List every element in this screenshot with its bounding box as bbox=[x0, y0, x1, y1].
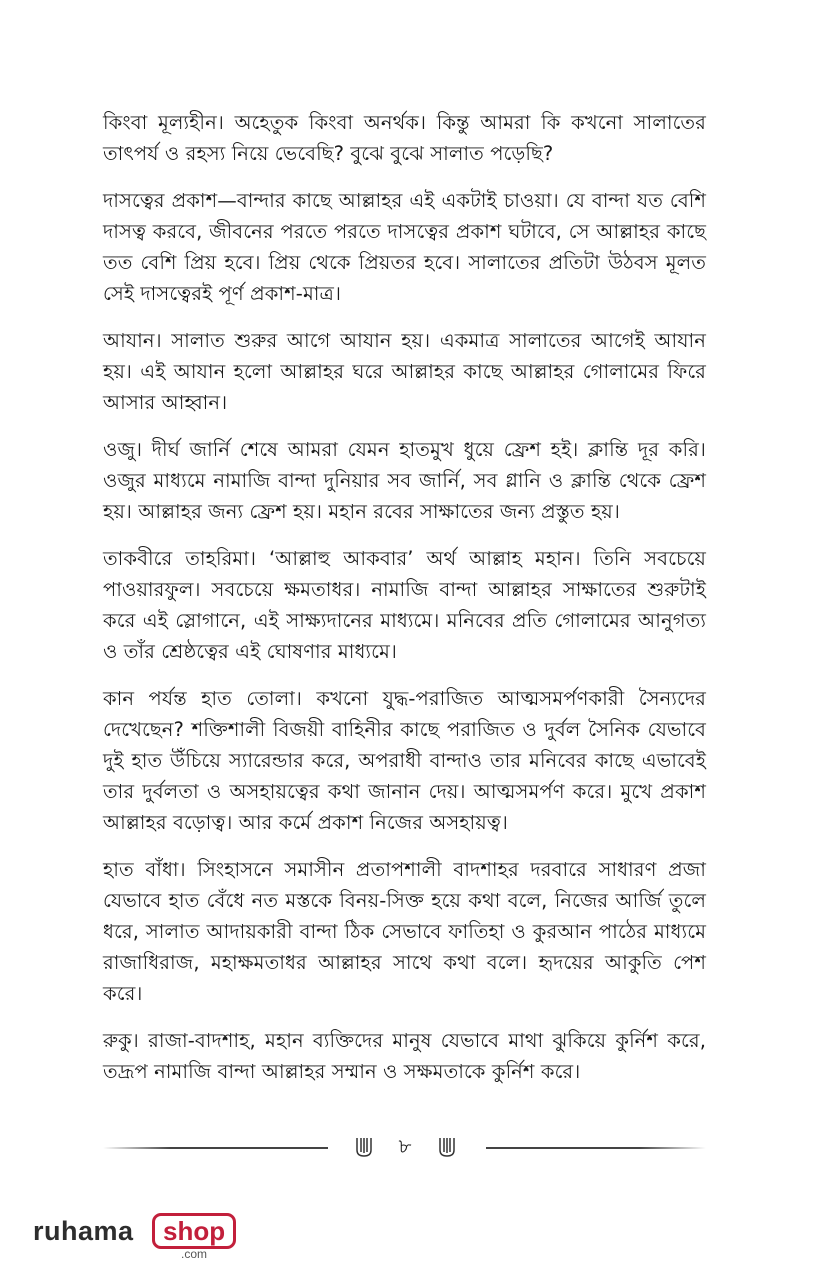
paragraph-7: হাত বাঁধা। সিংহাসনে সমাসীন প্রতাপশালী বাদশাহর দরবারে সাধারণ প্রজা যেভাবে হাত বেঁধে নত মস্তকে বিনয়-সিক্ত হয়ে কথা বলে, নিজের আর্জি তুলে ধরে, সালাত আদায়কারী বান্দা ঠিক সেভাবে ফাতিহা ও কুরআন পাঠের মাধ্যমে রাজাধিরাজ, মহাক্ষমতাধর আল্লাহর সাথে কথা বলে। হৃদয়ের আকুতি পেশ করে। bbox=[103, 858, 706, 1005]
logo-shop-badge bbox=[152, 1213, 236, 1249]
page-body bbox=[103, 107, 706, 1103]
page-number: ৮ bbox=[398, 1134, 412, 1158]
footer-rule-left bbox=[103, 1147, 328, 1149]
paragraph-5: তাকবীরে তাহরিমা। ‘আল্লাহু আকবার’ অর্থ আল্লাহ মহান। তিনি সবচেয়ে পাওয়ারফুল। সবচেয়ে ক্ষমতাধর। নামাজি বান্দা আল্লাহর সাক্ষাতের শুরুটাই করে এই স্লোগানে, এই সাক্ষ্যদানের মাধ্যমে। মনিবের প্রতি গোলামের আনুগত্য ও তাঁর শ্রেষ্ঠত্বের এই ঘোষণার মাধ্যমে। bbox=[103, 547, 706, 663]
logo-brand-text: ruhama bbox=[33, 1216, 134, 1246]
ornament-icon bbox=[355, 1136, 373, 1158]
ornament-icon bbox=[438, 1136, 456, 1158]
paragraph-8: রুকু। রাজা-বাদশাহ, মহান ব্যক্তিদের মানুষ যেভাবে মাথা ঝুকিয়ে কুর্নিশ করে, তদ্রূপ নামাজি বান্দা আল্লাহর সম্মান ও সক্ষমতাকে কুর্নিশ করে। bbox=[103, 1029, 706, 1083]
paragraph-6: কান পর্যন্ত হাত তোলা। কখনো যুদ্ধ-পরাজিত আত্মসমর্পণকারী সৈন্যদের দেখেছেন? শক্তিশালী বিজয়ী বাহিনীর কাছে পরাজিত ও দুর্বল সৈনিক যেভাবে দুই হাত উঁচিয়ে স্যারেন্ডার করে, অপরাধী বান্দাও তার মনিবের কাছে এভাবেই তার দুর্বলতা ও অসহায়ত্বের কথা জানান দেয়। আত্মসমর্পণ করে। মুখে প্রকাশ আল্লাহর বড়োত্ব। আর কর্মে প্রকাশ নিজের অসহায়ত্ব। bbox=[103, 687, 706, 834]
footer-rule-right bbox=[486, 1147, 706, 1149]
paragraph-1: কিংবা মূল্যহীন। অহেতুক কিংবা অনর্থক। কিন্তু আমরা কি কখনো সালাতের তাৎপর্য ও রহস্য নিয়ে ভেবেছি? বুঝে বুঝে সালাত পড়েছি? bbox=[103, 111, 706, 165]
ruhamashop-logo bbox=[33, 1213, 233, 1261]
logo-domain-text: .com bbox=[181, 1247, 208, 1261]
page-footer bbox=[103, 1130, 706, 1166]
paragraph-3: আযান। সালাত শুরুর আগে আযান হয়। একমাত্র সালাতের আগেই আযান হয়। এই আযান হলো আল্লাহর ঘরে আল্লাহর কাছে আল্লাহর গোলামের ফিরে আসার আহ্বান। bbox=[103, 329, 706, 414]
paragraph-2: দাসত্বের প্রকাশ—বান্দার কাছে আল্লাহর এই একটাই চাওয়া। যে বান্দা যত বেশি দাসত্ব করবে, জীবনের পরতে পরতে দাসত্বের প্রকাশ ঘটাবে, সে আল্লাহর কাছে তত বেশি প্রিয় হবে। প্রিয় থেকে প্রিয়তর হবে। সালাতের প্রতিটা উঠবস মূলত সেই দাসত্বেরই পূর্ণ প্রকাশ-মাত্র। bbox=[103, 189, 706, 305]
paragraph-4: ওজু। দীর্ঘ জার্নি শেষে আমরা যেমন হাতমুখ ধুয়ে ফ্রেশ হই। ক্লান্তি দূর করি। ওজুর মাধ্যমে নামাজি বান্দা দুনিয়ার সব জার্নি, সব গ্লানি ও ক্লান্তি থেকে ফ্রেশ হয়। আল্লাহর জন্য ফ্রেশ হয়। মহান রবের সাক্ষাতের জন্য প্রস্তুত হয়। bbox=[103, 438, 706, 523]
logo-shop-text: shop bbox=[163, 1216, 226, 1246]
